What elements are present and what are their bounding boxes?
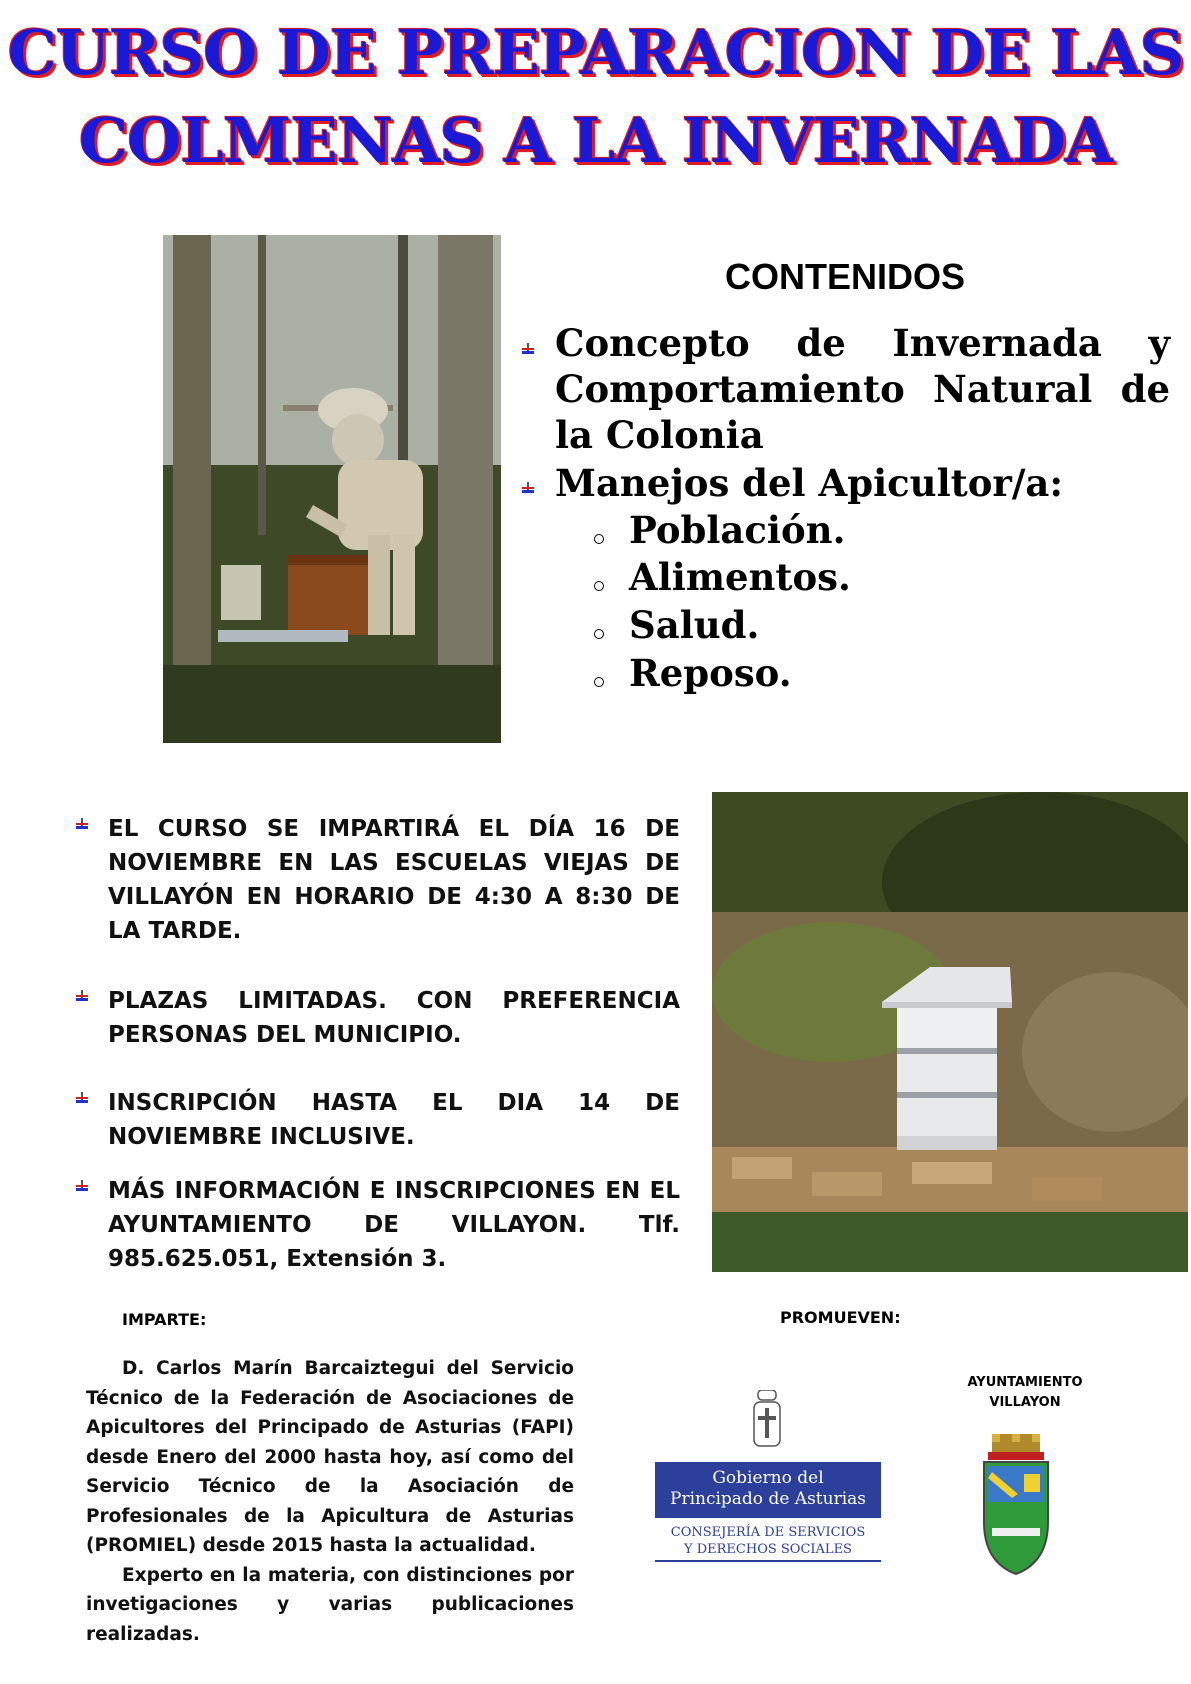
asturias-cross-emblem-icon [752, 1390, 782, 1448]
beekeeper-photo [163, 235, 501, 743]
imparte-paragraph-2: Experto en la materia, con distinciones por invetigaciones y varias publicaciones realizadas. [86, 1564, 574, 1645]
info-plazas: PLAZAS LIMITADAS. CON PREFERENCIA PERSONAS DEL MUNICIPIO. [108, 988, 680, 1048]
imparte-label: IMPARTE: [122, 1310, 207, 1329]
arrow-bullet-icon [76, 990, 88, 1002]
ayuntamiento-line-2: VILLAYON [989, 1395, 1061, 1410]
poster-title-line-1: CURSO DE PREPARACION DE LAS [7, 16, 1184, 89]
promueven-label: PROMUEVEN: [780, 1308, 901, 1327]
arrow-bullet-icon [76, 1180, 88, 1192]
arrow-bullet-icon [76, 1092, 88, 1104]
gov-sub-line-2: Y DERECHOS SOCIALES [684, 1542, 852, 1557]
gov-logo-line-2: Principado de Asturias [670, 1489, 866, 1509]
info-mas-informacion: MÁS INFORMACIÓN E INSCRIPCIONES EN EL AYUNTAMIENTO DE VILLAYON. Tlf. 985.625.051, Extensión 3. [108, 1178, 680, 1272]
subitem-salud: Salud. [629, 603, 760, 647]
gov-consejeria [655, 1524, 881, 1558]
contenidos-item-concepto: Concepto de Invernada y Comportamiento Natural de la Colonia [555, 321, 1170, 457]
contenidos-heading: CONTENIDOS [724, 256, 965, 297]
imparte-description [86, 1354, 574, 1649]
arrow-bullet-icon [522, 482, 534, 494]
info-curso-fecha: EL CURSO SE IMPARTIRÁ EL DÍA 16 DE NOVIEMBRE EN LAS ESCUELAS VIEJAS DE VILLAYÓN EN HORARIO DE 4:30 A 8:30 DE LA TARDE. [108, 816, 680, 944]
circle-bullet-icon [594, 629, 604, 639]
poster-title-line-2: COLMENAS A LA INVERNADA [78, 104, 1113, 177]
gov-sub-line-1: CONSEJERÍA DE SERVICIOS [670, 1525, 866, 1540]
imparte-paragraph-1: D. Carlos Marín Barcaiztegui del Servicio Técnico de la Federación de Asociaciones de Apicultores del Principado de Asturias (FAPI) desde Enero del 2000 hasta hoy, así como del Servicio Técnico de la Asociación de Profesionales de la Apicultura de Asturias (PROMIEL) desde 2015 hasta la actualidad. [86, 1358, 574, 1556]
villayon-coat-of-arms-icon [978, 1432, 1054, 1576]
info-inscripcion: INSCRIPCIÓN HASTA EL DIA 14 DE NOVIEMBRE INCLUSIVE. [108, 1090, 680, 1150]
subitem-alimentos: Alimentos. [629, 555, 851, 599]
contenidos-item-manejos: Manejos del Apicultor/a: [555, 461, 1064, 505]
circle-bullet-icon [594, 677, 604, 687]
gov-logo-line-1: Gobierno del [712, 1468, 824, 1488]
hive-illustration [712, 792, 1188, 1272]
gov-divider [655, 1560, 881, 1562]
arrow-bullet-icon [76, 818, 88, 830]
circle-bullet-icon [594, 581, 604, 591]
ayuntamiento-line-1: AYUNTAMIENTO [967, 1375, 1083, 1390]
beekeeper-illustration [163, 235, 501, 743]
arrow-bullet-icon [522, 343, 534, 355]
ayuntamiento-label [950, 1373, 1100, 1413]
gobierno-asturias-logo [655, 1462, 881, 1518]
subitem-reposo: Reposo. [629, 651, 792, 695]
subitem-poblacion: Población. [629, 508, 846, 552]
hive-photo [712, 792, 1188, 1272]
circle-bullet-icon [594, 534, 604, 544]
